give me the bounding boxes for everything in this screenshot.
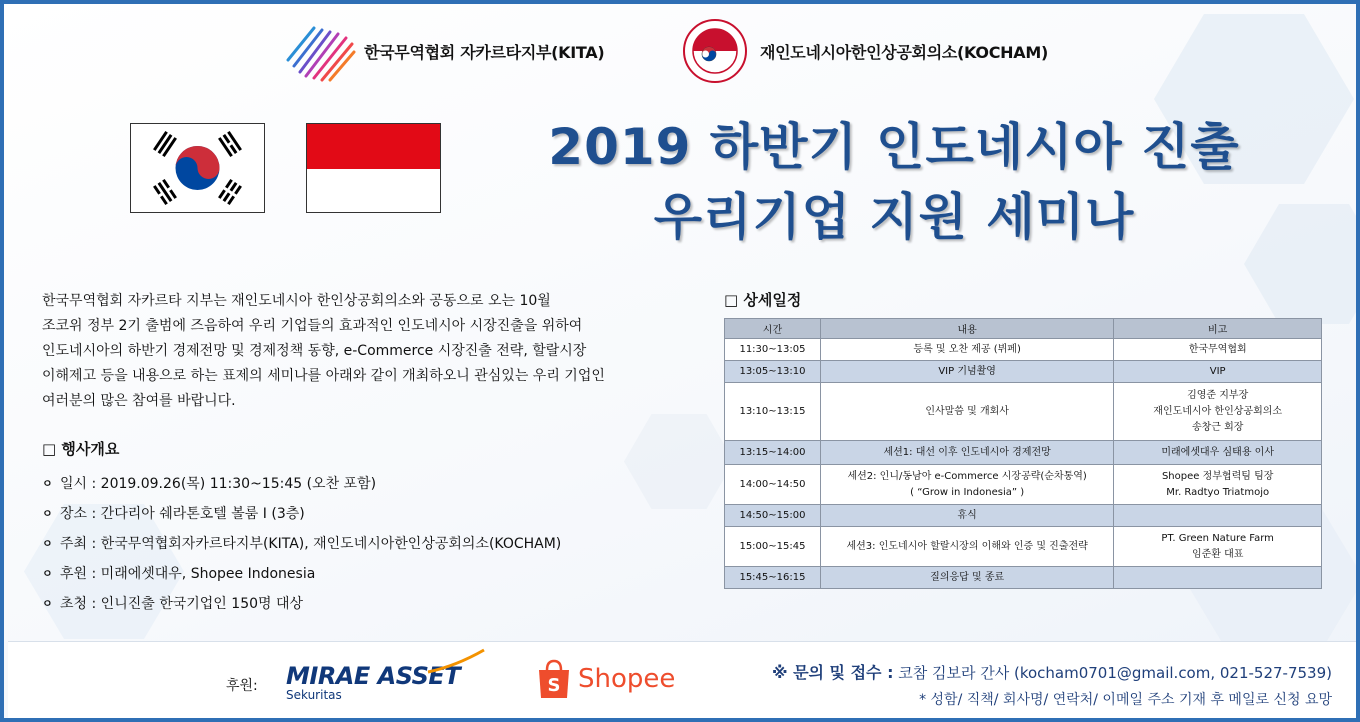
schedule-note-line: Mr. Radtyo Triatmojo (1166, 486, 1270, 498)
schedule-content-line: VIP 기념촬영 (938, 365, 996, 377)
schedule-content-line: 세션3: 인도네시아 할랄시장의 이해와 인증 및 진출전략 (846, 540, 1088, 552)
event-overview (42, 438, 682, 619)
bullet-icon: ㅇ (42, 537, 53, 550)
kita-name: 한국무역협회 자카르타지부(KITA) (364, 42, 605, 62)
mirae-asset-logo (286, 662, 460, 702)
intro-line: 이해제고 등을 내용으로 하는 표제의 세미나를 아래와 같이 개최하오니 관심있는 우리 기업인 (42, 368, 605, 384)
bullet-icon: ㅇ (42, 597, 53, 610)
contact-line (772, 660, 1332, 683)
contact-note: * 성함/ 직책/ 회사명/ 연락처/ 이메일 주소 기재 후 메일로 신청 요망 (919, 692, 1332, 708)
overview-item-venue (42, 499, 682, 529)
schedule-time: 14:50~15:00 (725, 505, 821, 527)
taegukgi-icon (131, 124, 264, 212)
kita-logo-icon (284, 20, 356, 82)
bullet-icon: ㅇ (42, 477, 53, 490)
schedule-note (1114, 383, 1322, 441)
schedule-time: 13:05~13:10 (725, 361, 821, 383)
shopee-logo (536, 658, 675, 700)
schedule-row (725, 441, 1322, 465)
overview-item-sponsor (42, 559, 682, 589)
overview-item-invitees (42, 589, 682, 619)
title-line-1: 2019 하반기 인도네시아 진출 (548, 118, 1240, 176)
schedule-content (820, 383, 1113, 441)
schedule-content (820, 361, 1113, 383)
schedule-note (1114, 465, 1322, 505)
kita-org (284, 20, 604, 82)
intro-line: 인도네시아의 하반기 경제전망 및 경제정책 동향, e-Commerce 시장진출 전략, 할랄시장 (42, 343, 587, 359)
sponsor-label: 후원: (226, 678, 258, 694)
schedule-note-line: 김영준 지부장 (1187, 389, 1249, 401)
schedule-content-line: ( “Grow in Indonesia” ) (910, 486, 1025, 498)
footer (8, 641, 1360, 722)
schedule-table (724, 318, 1322, 589)
schedule-note (1114, 505, 1322, 527)
schedule-row (725, 567, 1322, 589)
shopping-bag-icon (536, 658, 572, 700)
schedule-content (820, 339, 1113, 361)
contact-details: 코참 김보라 간사 (kocham0701@gmail.com, 021-527-7539) (893, 664, 1332, 682)
schedule-row (725, 383, 1322, 441)
schedule-time: 14:00~14:50 (725, 465, 821, 505)
intro-line: 여러분의 많은 참여를 바랍니다. (42, 393, 236, 409)
mirae-swoosh-icon (426, 648, 486, 674)
schedule-note-line: PT. Green Nature Farm (1161, 532, 1274, 544)
kocham-seal-icon (682, 18, 748, 84)
overview-item-date (42, 469, 682, 499)
schedule-content-line: 휴식 (957, 509, 977, 521)
seminar-title (474, 112, 1314, 252)
schedule-note (1114, 567, 1322, 589)
schedule-row (725, 465, 1322, 505)
overview-item-text: 주최 : 한국무역협회자카르타지부(KITA), 재인도네시아한인상공회의소(KOCHAM) (60, 536, 562, 552)
schedule-content-line: 인사말씀 및 개회사 (925, 405, 1009, 417)
schedule-content-line: 질의응답 및 종료 (930, 571, 1005, 583)
indonesia-flag (306, 123, 441, 213)
schedule-content (820, 441, 1113, 465)
schedule-note-line: 재인도네시아 한인상공회의소 (1153, 405, 1283, 417)
indonesia-flag-red-band (307, 124, 440, 169)
schedule-note-line: 한국무역협회 (1188, 343, 1247, 355)
schedule-header-row (725, 319, 1322, 339)
overview-item-host (42, 529, 682, 559)
schedule-note (1114, 527, 1322, 567)
column-header-content: 내용 (820, 319, 1113, 339)
overview-item-text: 초청 : 인니진출 한국기업인 150명 대상 (60, 596, 304, 612)
schedule-content (820, 527, 1113, 567)
schedule-row (725, 361, 1322, 383)
schedule-time: 15:00~15:45 (725, 527, 821, 567)
bullet-icon: ㅇ (42, 567, 53, 580)
schedule-content-line: 세션2: 인니/동남아 e-Commerce 시장공략(순차통역) (847, 470, 1087, 482)
column-header-note: 비고 (1114, 319, 1322, 339)
schedule-time: 11:30~13:05 (725, 339, 821, 361)
schedule-note-line: Shopee 정부협력팀 팀장 (1161, 470, 1274, 482)
kocham-name: 재인도네시아한인상공회의소(KOCHAM) (760, 42, 1048, 62)
schedule-row (725, 339, 1322, 361)
schedule-note (1114, 339, 1322, 361)
schedule-note-line: 임준환 대표 (1191, 548, 1244, 560)
schedule-content (820, 567, 1113, 589)
intro-line: 조코위 정부 2기 출범에 즈음하여 우리 기업들의 효과적인 인도네시아 시장진출을 위하여 (42, 318, 583, 334)
overview-item-text: 일시 : 2019.09.26(목) 11:30~15:45 (오찬 포함) (60, 476, 377, 492)
overview-title: □ 행사개요 (42, 440, 120, 458)
schedule-time: 15:45~16:15 (725, 567, 821, 589)
column-header-time: 시간 (725, 319, 821, 339)
schedule-content (820, 465, 1113, 505)
schedule-note (1114, 441, 1322, 465)
title-line-2: 우리기업 지원 세미나 (653, 188, 1135, 246)
schedule-note-line: VIP (1209, 365, 1226, 377)
overview-item-text: 후원 : 미래에셋대우, Shopee Indonesia (60, 566, 316, 582)
schedule-note (1114, 361, 1322, 383)
schedule-time: 13:15~14:00 (725, 441, 821, 465)
contact-info (772, 660, 1332, 709)
schedule-body (725, 339, 1322, 589)
intro-line: 한국무역협회 자카르타 지부는 재인도네시아 한인상공회의소와 공동으로 오는 10월 (42, 293, 551, 309)
korea-flag (130, 123, 265, 213)
kocham-org (682, 18, 1048, 84)
bullet-icon: ㅇ (42, 507, 53, 520)
schedule-time: 13:10~13:15 (725, 383, 821, 441)
schedule-note-line: 송창근 회장 (1191, 421, 1244, 433)
mirae-name: MIRAE ASSET (286, 662, 461, 690)
svg-text:S: S (547, 675, 561, 696)
mirae-sub: Sekuritas (286, 688, 342, 702)
shopee-name: Shopee (578, 664, 676, 694)
schedule-title: □ 상세일정 (724, 291, 802, 309)
schedule-content-line: 세션1: 대선 이후 인도네시아 경제전망 (883, 446, 1051, 458)
contact-prefix: ※ 문의 및 접수 : (771, 663, 894, 682)
schedule-row (725, 527, 1322, 567)
overview-item-text: 장소 : 간다리아 쉐라톤호텔 볼룸 I (3층) (60, 506, 305, 522)
schedule-content-line: 등록 및 오찬 제공 (뷔페) (913, 343, 1021, 355)
schedule-content (820, 505, 1113, 527)
schedule-note-line: 미래에셋대우 심태용 이사 (1161, 446, 1274, 458)
intro-paragraph (42, 289, 652, 414)
schedule-row (725, 505, 1322, 527)
